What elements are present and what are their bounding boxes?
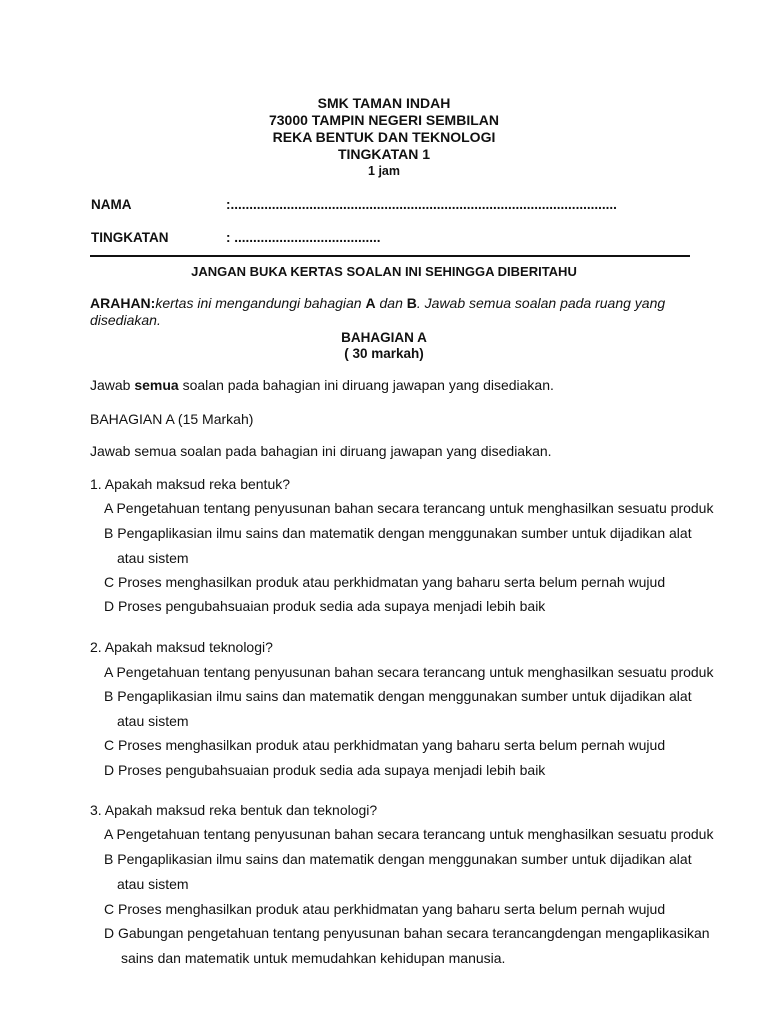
question-3-option-c: C Proses menghasilkan produk atau perkhidmatan yang baharu serta belum pernah wujud	[104, 901, 666, 917]
name-field: :.......................................................................................................	[226, 197, 617, 212]
class-field: : .......................................	[226, 230, 381, 245]
school-address: 73000 TAMPIN NEGERI SEMBILAN	[268, 112, 499, 128]
instruction-1-emphasis: semua	[134, 377, 179, 393]
class-label: TINGKATAN	[91, 230, 169, 245]
question-3-option-d-cont: sains dan matematik untuk memudahkan kehidupan manusia.	[121, 950, 506, 966]
section-marks: ( 30 markah)	[344, 346, 424, 361]
question-2-option-c: C Proses menghasilkan produk atau perkhidmatan yang baharu serta belum pernah wujud	[104, 737, 666, 753]
question-2-option-d: D Proses pengubahsuaian produk sedia ada supaya menjadi lebih baik	[104, 762, 546, 778]
question-2-option-a: A Pengetahuan tentang penyusunan bahan secara terancang untuk menghasilkan sesuatu produk	[104, 664, 714, 680]
question-3-option-a: A Pengetahuan tentang penyusunan bahan secara terancang untuk menghasilkan sesuatu produk	[104, 826, 714, 842]
instructions-text-1: kertas ini mengandungi bahagian	[155, 295, 366, 311]
question-1-option-d: D Proses pengubahsuaian produk sedia ada supaya menjadi lebih baik	[104, 598, 546, 614]
exam-notice: JANGAN BUKA KERTAS SOALAN INI SEHINGGA DIBERITAHU	[191, 264, 577, 279]
instructions-part-b: B	[406, 295, 417, 311]
answer-instruction-1	[90, 377, 554, 393]
question-2-option-b: B Pengaplikasian ilmu sains dan matematik dengan menggunakan sumber untuk dijadikan alat	[104, 688, 692, 704]
school-name: SMK TAMAN INDAH	[317, 95, 451, 111]
question-1-option-b-cont: atau sistem	[117, 550, 189, 566]
answer-instruction-2: Jawab semua soalan pada bahagian ini diruang jawapan yang disediakan.	[90, 443, 552, 459]
name-label: NAMA	[91, 197, 132, 212]
question-1-option-a: A Pengetahuan tentang penyusunan bahan secara terancang untuk menghasilkan sesuatu produk	[104, 500, 714, 516]
question-2-stem: 2. Apakah maksud teknologi?	[90, 639, 273, 655]
question-3-option-d: D Gabungan pengetahuan tentang penyusunan bahan secara terancangdengan mengaplikasikan	[104, 925, 710, 941]
question-1-stem: 1. Apakah maksud reka bentuk?	[90, 476, 291, 492]
instructions-text-2: dan	[375, 295, 407, 311]
exam-duration: 1 jam	[368, 164, 400, 178]
instructions-part-a: A	[365, 295, 376, 311]
question-3-stem: 3. Apakah maksud reka bentuk dan teknologi?	[90, 802, 378, 818]
question-2-option-b-cont: atau sistem	[117, 713, 189, 729]
header-divider	[90, 255, 690, 257]
question-3-option-b: B Pengaplikasian ilmu sains dan matematik dengan menggunakan sumber untuk dijadikan alat	[104, 851, 692, 867]
question-3-option-b-cont: atau sistem	[117, 876, 189, 892]
instructions-label: ARAHAN:	[90, 295, 156, 311]
instructions-text-3: . Jawab semua soalan pada ruang yang disediakan.	[90, 295, 666, 328]
form-level: TINGKATAN 1	[337, 146, 431, 162]
instruction-1-post: soalan pada bahagian ini diruang jawapan yang disediakan.	[178, 377, 554, 393]
subsection-title: BAHAGIAN A (15 Markah)	[90, 411, 254, 427]
instructions	[90, 295, 690, 329]
section-title: BAHAGIAN A	[341, 330, 427, 345]
question-1-option-c: C Proses menghasilkan produk atau perkhidmatan yang baharu serta belum pernah wujud	[104, 574, 666, 590]
subject-title: REKA BENTUK DAN TEKNOLOGI	[272, 129, 496, 145]
question-1-option-b: B Pengaplikasian ilmu sains dan matematik dengan menggunakan sumber untuk dijadikan alat	[104, 525, 692, 541]
instruction-1-pre: Jawab	[90, 377, 135, 393]
